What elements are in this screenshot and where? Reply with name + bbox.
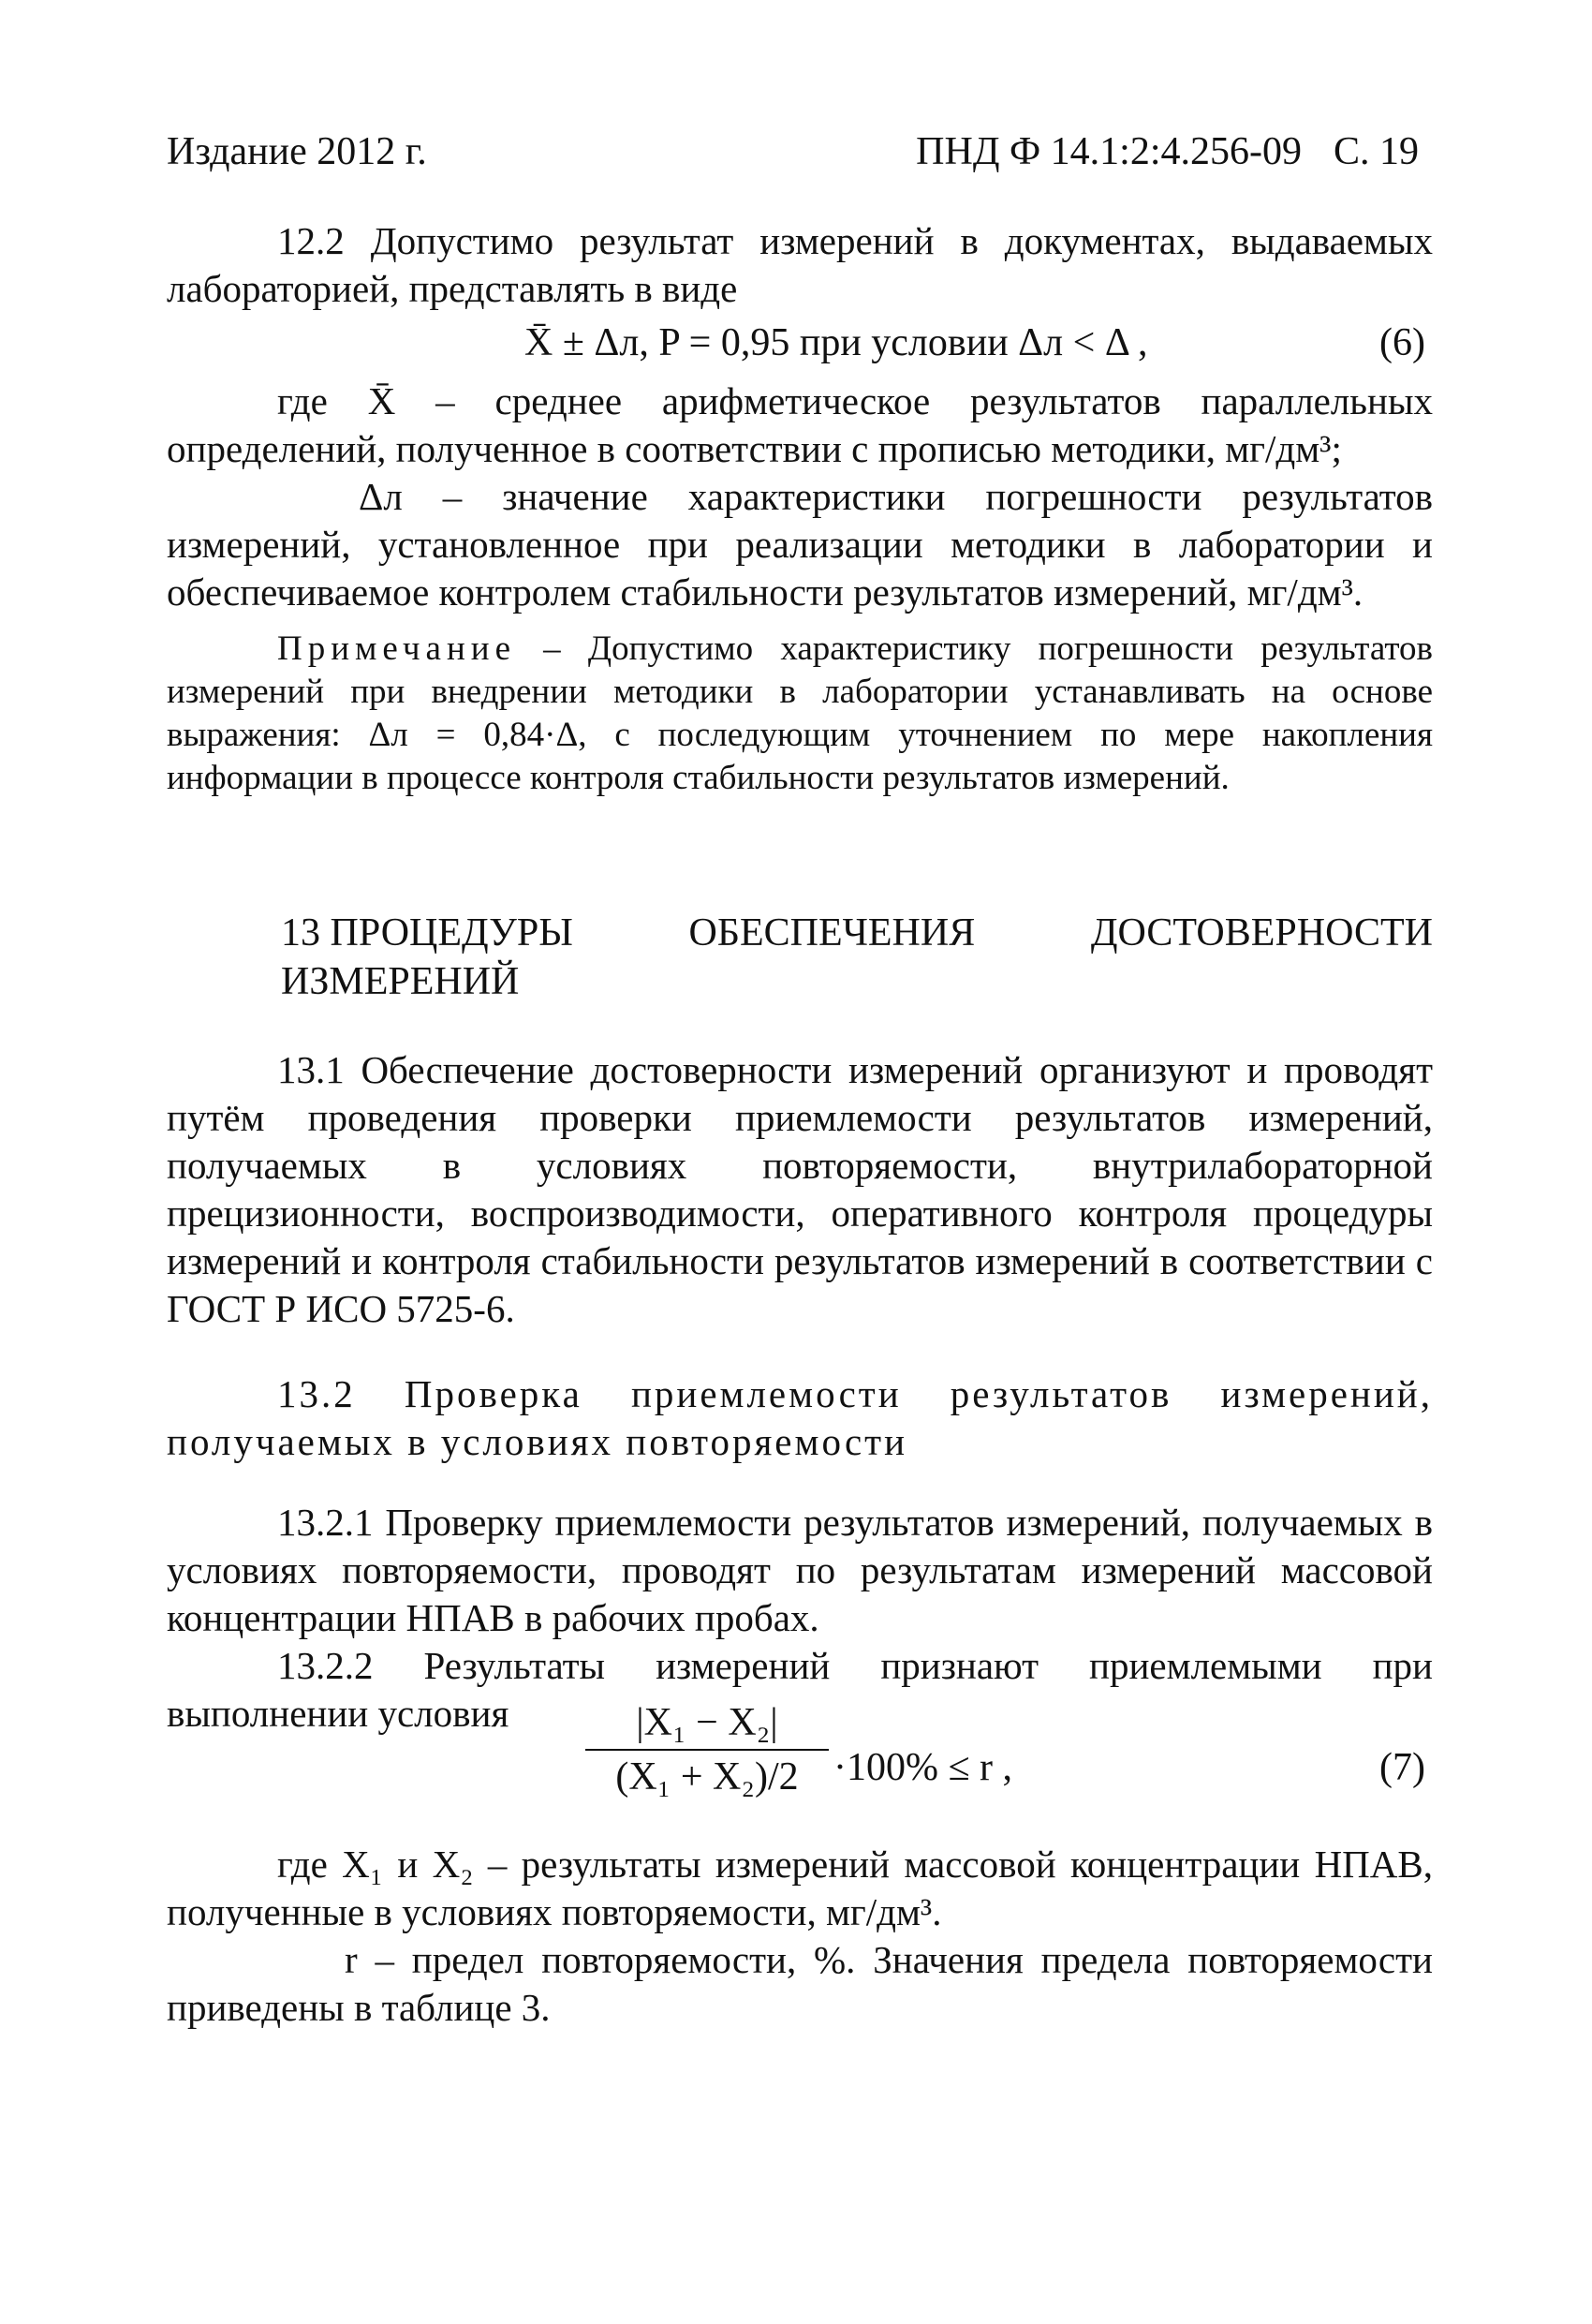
edition-label: Издание 2012 г. (167, 130, 427, 173)
note-text: – Допустимо характеристику погрешности результатов измерений при внедрении методики в лаборатории устанавливать на основе выражения: Δл = 0,84·Δ, с последующим уточнением по мере накопления информации в процессе контроля стабильности результатов измерений. (167, 629, 1433, 797)
formula-7-tail: ·100% ≤ r , (833, 1746, 1013, 1789)
paragraph-13-2-2: 13.2.2 Результаты измерений признают приемлемыми при выполнении условия (167, 1644, 1433, 1735)
definition-x1-x2: где X₁ и X₂ – результаты измерений массовой концентрации НПАВ, полученные в условиях повторяемости, мг/дм³. (167, 1843, 1433, 1933)
running-header (916, 129, 1419, 174)
heading-13-2: 13.2 Проверка приемлемости результатов измерений, получаемых в условиях повторяемости (167, 1372, 1433, 1463)
note (167, 628, 1433, 800)
definition-x-mean: где X̄ – среднее арифметическое результатов параллельных определений, полученное в соответствии с прописью методики, мг/дм³; (167, 379, 1433, 470)
formula-6: X̄ ± Δл, P = 0,95 при условии Δл < Δ , (524, 321, 1148, 364)
equation-number-7: (7) (1379, 1746, 1425, 1789)
heading-line-2: ИЗМЕРЕНИЙ (281, 960, 520, 1003)
page-number: С. 19 (1333, 130, 1419, 173)
note-label: Примечание (277, 629, 516, 668)
heading-word-2: ОБЕСПЕЧЕНИЯ (688, 911, 976, 955)
definition-r: r – предел повторяемости, %. Значения предела повторяемости приведены в таблице 3. (167, 1938, 1433, 2029)
document-code: ПНД Ф 14.1:2:4.256-09 (916, 130, 1302, 173)
formula-7-fraction (585, 1700, 829, 1799)
paragraph-13-2-1: 13.2.1 Проверку приемлемости результатов измерений, получаемых в условиях повторяемости, проводят по результатам измерений массовой концентрации НПАВ в рабочих пробах. (167, 1501, 1433, 1639)
definition-delta-l: Δл – значение характеристики погрешности результатов измерений, установленное при реализации методики в лаборатории и обеспечиваемое контролем стабильности результатов измерений, мг/дм³. (167, 475, 1433, 614)
heading-word-3: ДОСТОВЕРНОСТИ (1090, 911, 1433, 955)
fraction-numerator: |X₁ − X₂| (585, 1700, 829, 1751)
heading-word-1: 13 ПРОЦЕДУРЫ (281, 911, 573, 955)
paragraph-12-2: 12.2 Допустимо результат измерений в документах, выдаваемых лабораторией, представлять в виде (167, 219, 1433, 310)
paragraph-13-1: 13.1 Обеспечение достоверности измерений организуют и проводят путём проведения проверки приемлемости результатов измерений, получаемых в условиях повторяемости, внутрилабораторной прецизионности, воспроизводимости, оперативного контроля процедуры измерений и контроля стабильности результатов измерений в соответствии с ГОСТ Р ИСО 5725-6. (167, 1048, 1433, 1330)
section-13-heading (281, 909, 1433, 1006)
fraction-denominator: (X₁ + X₂)/2 (615, 1755, 799, 1799)
equation-number-6: (6) (1379, 321, 1425, 364)
